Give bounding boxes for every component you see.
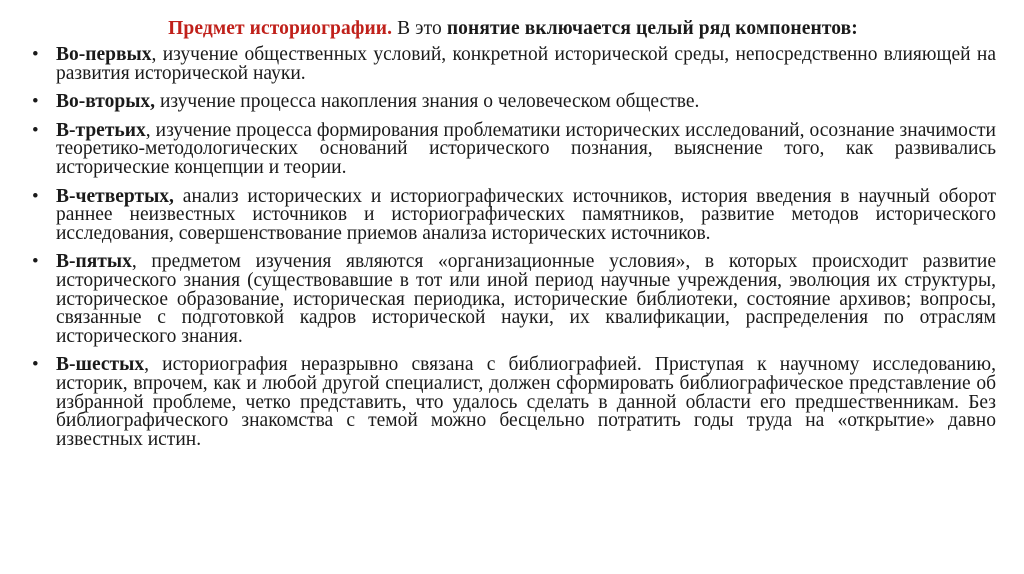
list-item-lead: В-пятых: [56, 251, 132, 273]
list-item-text: , изучение процесса формирования проблематики исторических исследований, осознание значимости теоретико-методологических оснований исторического познания, выяснение того, как развивались исторические концепции и теории.: [56, 119, 996, 178]
slide-title: [30, 18, 996, 40]
bullet-icon: •: [32, 44, 39, 65]
title-connector: В это: [392, 18, 447, 39]
list-item-sixth: [30, 356, 996, 449]
list-item-lead: Во-первых: [56, 44, 152, 65]
component-list: [30, 46, 996, 449]
bullet-icon: •: [32, 91, 39, 113]
title-subject: Предмет историографии.: [168, 18, 393, 39]
list-item-first: [30, 46, 996, 83]
list-item-text: , предметом изучения являются «организационные условия», в которых происходит развитие исторического знания (существовавшие в тот или иной период научные учреждения, эволюция их структуры, историческое образование, историческая периодика, исторические библиотеки, состояние архивов; вопросы, связанные с подготовкой кадров исторической науки, их квалификации, распределения по отраслям исторического знания.: [56, 251, 996, 347]
list-item-text: , изучение общественных условий, конкретной исторической среды, непосредственно влияющей на развития исторической науки.: [56, 44, 996, 84]
list-item-lead: Во-вторых,: [56, 91, 156, 113]
list-item-lead: В-четвертых,: [56, 185, 174, 207]
list-item-second: [30, 93, 996, 112]
list-item-third: [30, 119, 996, 178]
list-item-text: изучение процесса накопления знания о человеческом обществе.: [155, 91, 700, 113]
list-item-text: анализ исторических и историографических источников, история введения в научный оборот раннее неизвестных источников и историографических памятников, развитие методов исторического исследования, совершенствование приемов анализа исторических источников.: [56, 185, 996, 244]
bullet-icon: •: [32, 185, 39, 207]
list-item-lead: В-шестых: [56, 354, 145, 376]
list-item-text: , историография неразрывно связана с библиографией. Приступая к научному исследованию, историк, впрочем, как и любой другой специалист, должен сформировать библиографическое представление об избранной проблеме, четко представить, что удалось сделать в данной области его предшественникам. Без библиографического знакомства с темой можно бесцельно потратить годы труда на «открытие» давно известных истин.: [56, 354, 996, 450]
list-item-fifth: [30, 253, 996, 346]
list-item-lead: В-третьих: [56, 119, 146, 141]
list-item-fourth: [30, 185, 996, 244]
bullet-icon: •: [32, 119, 39, 141]
title-components: понятие включается целый ряд компонентов:: [446, 18, 858, 39]
bullet-icon: •: [32, 354, 39, 376]
bullet-icon: •: [32, 251, 39, 273]
